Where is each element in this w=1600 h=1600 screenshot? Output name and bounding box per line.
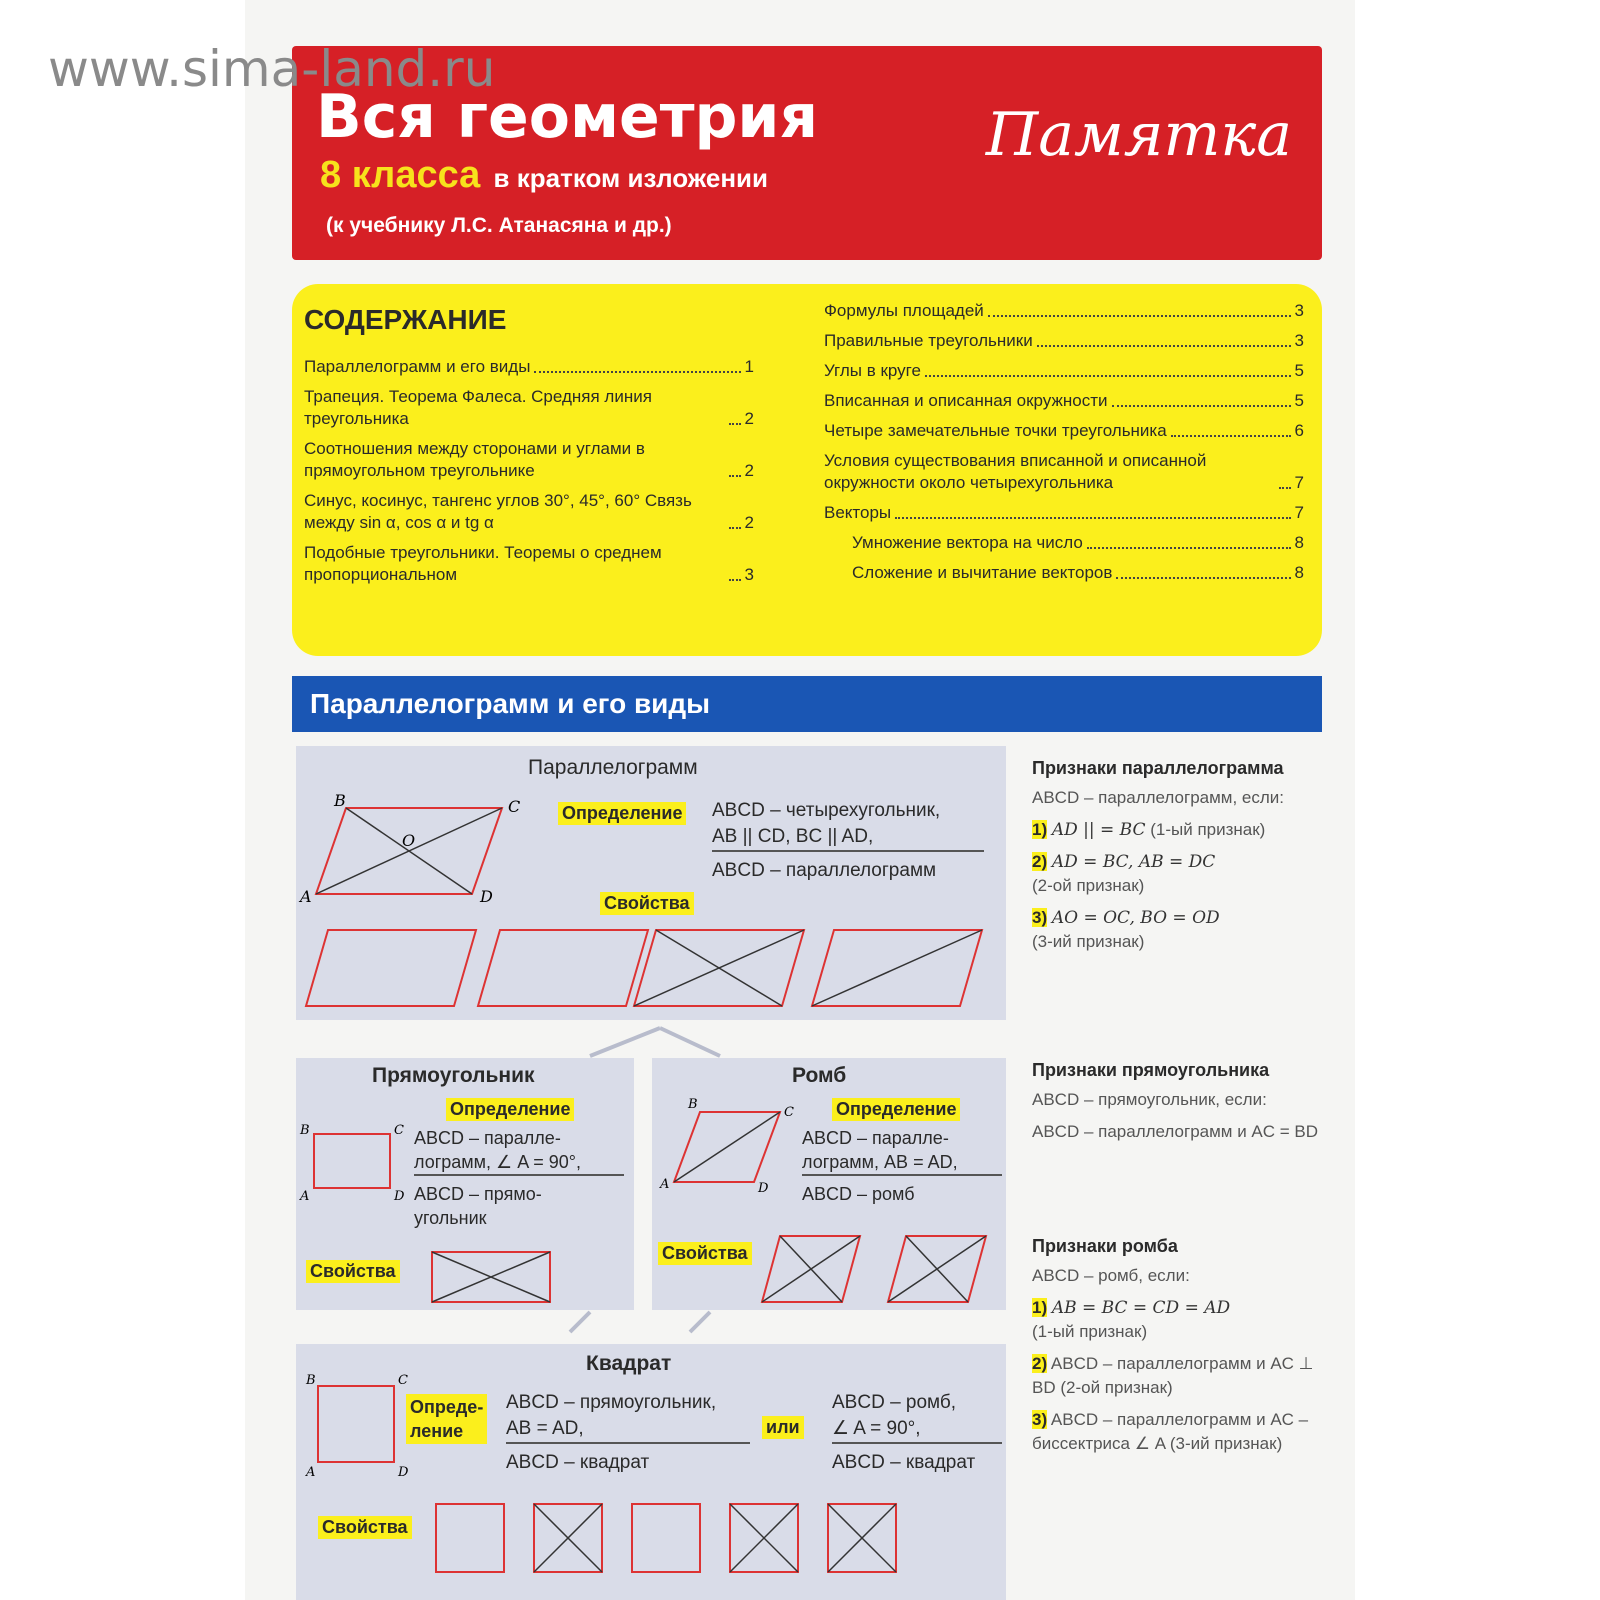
parallelogram-panel	[296, 746, 1006, 1020]
contents-box	[292, 284, 1322, 656]
vertex-b-label: B	[334, 791, 346, 810]
subtitle	[320, 154, 768, 197]
svg-text:A: A	[306, 1465, 316, 1480]
parallelogram-definition: ABCD – четырехугольник, AB || CD, BC || AD, ABCD – параллелограмм	[712, 798, 984, 884]
toc-left-column	[304, 356, 754, 594]
svg-text:A: A	[300, 1189, 310, 1204]
svg-text:D: D	[398, 1465, 409, 1480]
grade-label: 8 класса	[320, 154, 481, 196]
square-property-figures	[436, 1504, 906, 1574]
svg-text:A: A	[660, 1177, 670, 1192]
definition-label: Опреде- ление	[406, 1394, 487, 1444]
contents-title: СОДЕРЖАНИЕ	[304, 304, 507, 335]
svg-text:B: B	[306, 1373, 316, 1388]
properties-label: Свойства	[658, 1242, 752, 1265]
toc-item[interactable]: Векторы 7	[824, 503, 1304, 522]
or-label: или	[762, 1416, 804, 1439]
vertex-c-label: C	[508, 797, 521, 816]
rhombus-property-figures	[762, 1236, 1002, 1302]
rectangle-title: Прямоугольник	[372, 1064, 535, 1087]
center-o-label: O	[402, 831, 416, 850]
parallelogram-signs: Признаки параллелограмма ABCD – параллелограмм, если: 1) AD || = BC (1-ый признак) 2) AD = BC, AB = DC (2-ой признак) 3) AO = OC, BO = OD (3-ий признак)	[1032, 758, 1285, 951]
toc-item[interactable]: Подобные треугольники. Теоремы о среднем пропорциональном 3	[304, 543, 754, 584]
vertex-d-label: D	[480, 887, 493, 906]
svg-text:C: C	[398, 1373, 408, 1388]
rhombus-title: Ромб	[792, 1064, 847, 1087]
svg-text:C: C	[394, 1123, 404, 1138]
toc-item[interactable]: Правильные треугольники 3	[824, 331, 1304, 350]
svg-text:D: D	[758, 1181, 769, 1196]
memo-label: Памятка	[985, 100, 1292, 170]
rectangle-figure	[300, 1123, 405, 1204]
flow-arrows	[560, 1022, 760, 1322]
properties-label: Свойства	[600, 892, 694, 915]
svg-text:C: C	[784, 1105, 794, 1120]
subtitle-text: в кратком изложении	[493, 163, 769, 193]
toc-item[interactable]: Синус, косинус, тангенс углов 30°, 45°, 60° Связь между sin α, cos α и tg α 2	[304, 491, 754, 532]
textbook-reference: (к учебнику Л.С. Атанасяна и др.)	[326, 214, 672, 237]
svg-text:D: D	[394, 1189, 405, 1204]
parallelogram-figure	[300, 791, 521, 906]
vertex-a-label: A	[300, 887, 312, 906]
definition-label: Определение	[832, 1098, 960, 1121]
toc-item[interactable]: Вписанная и описанная окружности 5	[824, 391, 1304, 410]
toc-item[interactable]: Трапеция. Теорема Фалеса. Средняя линия треугольника 2	[304, 387, 754, 428]
toc-item[interactable]: Сложение и вычитание векторов 8	[852, 563, 1304, 582]
toc-item[interactable]: Четыре замечательные точки треугольника 6	[824, 421, 1304, 440]
square-definition-b: ABCD – ромб, ∠ A = 90°, ABCD – квадрат	[832, 1390, 1002, 1476]
square-definition-a: ABCD – прямоугольник, AB = AD, ABCD – квадрат	[506, 1390, 750, 1476]
rectangle-property-figure	[432, 1252, 552, 1302]
section-title: Параллелограмм и его виды	[310, 688, 711, 719]
square-figure	[306, 1373, 409, 1480]
parallelogram-title: Параллелограмм	[528, 756, 698, 779]
svg-text:B: B	[688, 1097, 698, 1112]
toc-item[interactable]: Параллелограмм и его виды 1	[304, 357, 754, 376]
rhombus-definition: ABCD – паралле- лограмм, AB = AD, ABCD – ромб	[802, 1126, 1002, 1206]
rhombus-signs: Признаки ромба ABCD – ромб, если: 1) AB = BC = CD = AD (1-ый признак) 2) ABCD – параллелограмм и AC ⊥ BD (2-ой признак) 3) ABCD – параллелограмм и AC – биссектриса ∠ A (3-ий признак)	[1032, 1236, 1314, 1453]
rectangle-signs: Признаки прямоугольника ABCD – прямоугольник, если: ABCD – параллелограмм и AC = BD	[1032, 1060, 1319, 1141]
rectangle-definition: ABCD – паралле- лограмм, ∠ A = 90°, ABCD – прямо- угольник	[414, 1126, 624, 1230]
properties-label: Свойства	[318, 1516, 412, 1539]
toc-item[interactable]: Условия существования вписанной и описанной окружности около четырехугольника 7	[824, 451, 1304, 492]
toc-item[interactable]: Соотношения между сторонами и углами в прямоугольном треугольнике 2	[304, 439, 754, 480]
toc-right-column	[824, 300, 1304, 592]
properties-label: Свойства	[306, 1260, 400, 1283]
watermark: www.sima-land.ru	[48, 40, 496, 98]
toc-item[interactable]: Формулы площадей 3	[824, 301, 1304, 320]
svg-text:B: B	[300, 1123, 310, 1138]
section-heading-bar	[292, 676, 1322, 732]
definition-label: Определение	[558, 802, 686, 825]
property-figures	[306, 926, 996, 1010]
toc-item[interactable]: Углы в круге 5	[824, 361, 1304, 380]
square-panel	[296, 1344, 1006, 1600]
toc-item[interactable]: Умножение вектора на число 8	[852, 533, 1304, 552]
main-title: Вся геометрия	[316, 82, 819, 152]
square-title: Квадрат	[586, 1352, 672, 1375]
definition-label: Определение	[446, 1098, 574, 1121]
